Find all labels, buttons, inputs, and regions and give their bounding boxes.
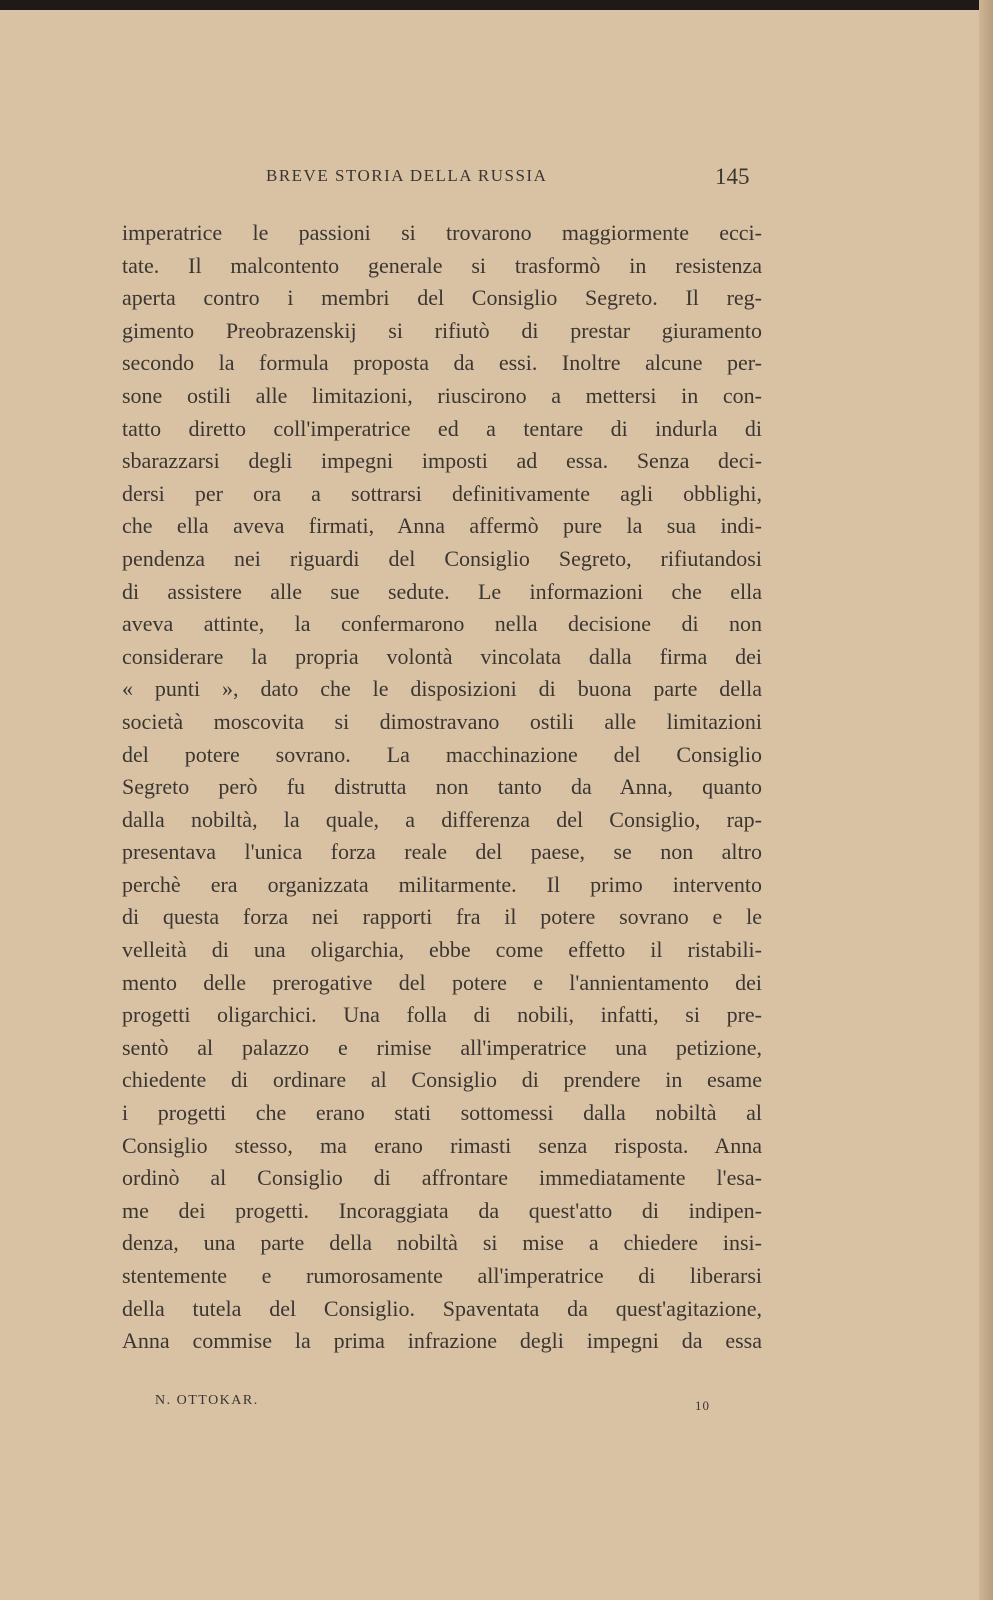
text-line: velleità di una oligarchia, ebbe come effetto il ristabili-	[122, 937, 762, 963]
text-line: presentava l'unica forza reale del paese, se non altro	[122, 839, 762, 865]
text-line: gimento Preobrazenskij si rifiutò di prestar giuramento	[122, 317, 762, 343]
body-text	[122, 217, 762, 1358]
text-line: secondo la formula proposta da essi. Inoltre alcune per-	[122, 350, 762, 376]
text-line: tatto diretto coll'imperatrice ed a tentare di indurla di	[122, 415, 762, 441]
text-line: società moscovita si dimostravano ostili alle limitazioni	[122, 708, 762, 734]
text-line: considerare la propria volontà vincolata dalla firma dei	[122, 643, 762, 669]
page-footer	[155, 1393, 715, 1423]
text-line: stentemente e rumorosamente all'imperatrice di liberarsi	[122, 1263, 762, 1288]
text-line: di questa forza nei rapporti fra il potere sovrano e le	[122, 904, 762, 930]
page-number: 145	[715, 164, 750, 189]
text-line: Consiglio stesso, ma erano rimasti senza risposta. Anna	[122, 1132, 762, 1158]
text-line: i progetti che erano stati sottomessi dalla nobiltà al	[122, 1100, 762, 1126]
text-line: perchè era organizzata militarmente. Il primo intervento	[122, 871, 762, 897]
text-line: dersi per ora a sottrarsi definitivamente agli obblighi,	[122, 480, 762, 506]
running-title: BREVE STORIA DELLA RUSSIA	[266, 166, 548, 185]
text-line: mento delle prerogative del potere e l'annientamento dei	[122, 969, 762, 995]
text-line: tate. Il malcontento generale si trasformò in resistenza	[122, 252, 762, 278]
text-line: progetti oligarchici. Una folla di nobili, infatti, si pre-	[122, 1002, 762, 1028]
text-line: sbarazzarsi degli impegni imposti ad essa. Senza deci-	[122, 448, 762, 474]
text-line: di assistere alle sue sedute. Le informazioni che ella	[122, 578, 762, 604]
text-line: pendenza nei riguardi del Consiglio Segreto, rifiutandosi	[122, 545, 762, 571]
text-line: Segreto però fu distrutta non tanto da Anna, quanto	[122, 774, 762, 800]
text-line: del potere sovrano. La macchinazione del Consiglio	[122, 741, 762, 767]
text-line: sentò al palazzo e rimise all'imperatrice una petizione,	[122, 1034, 762, 1060]
text-line: aveva attinte, la confermarono nella decisione di non	[122, 611, 762, 637]
text-line: che ella aveva firmati, Anna affermò pure la sua indi-	[122, 513, 762, 539]
text-line: dalla nobiltà, la quale, a differenza del Consiglio, rap-	[122, 806, 762, 832]
text-line: della tutela del Consiglio. Spaventata da quest'agitazione,	[122, 1295, 762, 1321]
text-line: ordinò al Consiglio di affrontare immediatamente l'esa-	[122, 1165, 762, 1191]
text-line: aperta contro i membri del Consiglio Segreto. Il reg-	[122, 285, 762, 311]
printer-signature: N. OTTOKAR.	[155, 1393, 259, 1408]
text-line: « punti », dato che le disposizioni di buona parte della	[122, 676, 762, 702]
page-right-edge	[979, 0, 993, 1600]
text-line: imperatrice le passioni si trovarono maggiormente ecci-	[122, 220, 762, 245]
signature-mark: 10	[695, 1398, 710, 1413]
text-line: chiedente di ordinare al Consiglio di prendere in esame	[122, 1067, 762, 1093]
page-header	[266, 166, 766, 196]
text-line: denza, una parte della nobiltà si mise a chiedere insi-	[122, 1230, 762, 1256]
text-line: me dei progetti. Incoraggiata da quest'atto di indipen-	[122, 1197, 762, 1223]
text-line: Anna commise la prima infrazione degli impegni da essa	[122, 1328, 762, 1354]
text-line: sone ostili alle limitazioni, riuscirono a mettersi in con-	[122, 382, 762, 408]
scan-top-edge	[0, 0, 993, 10]
